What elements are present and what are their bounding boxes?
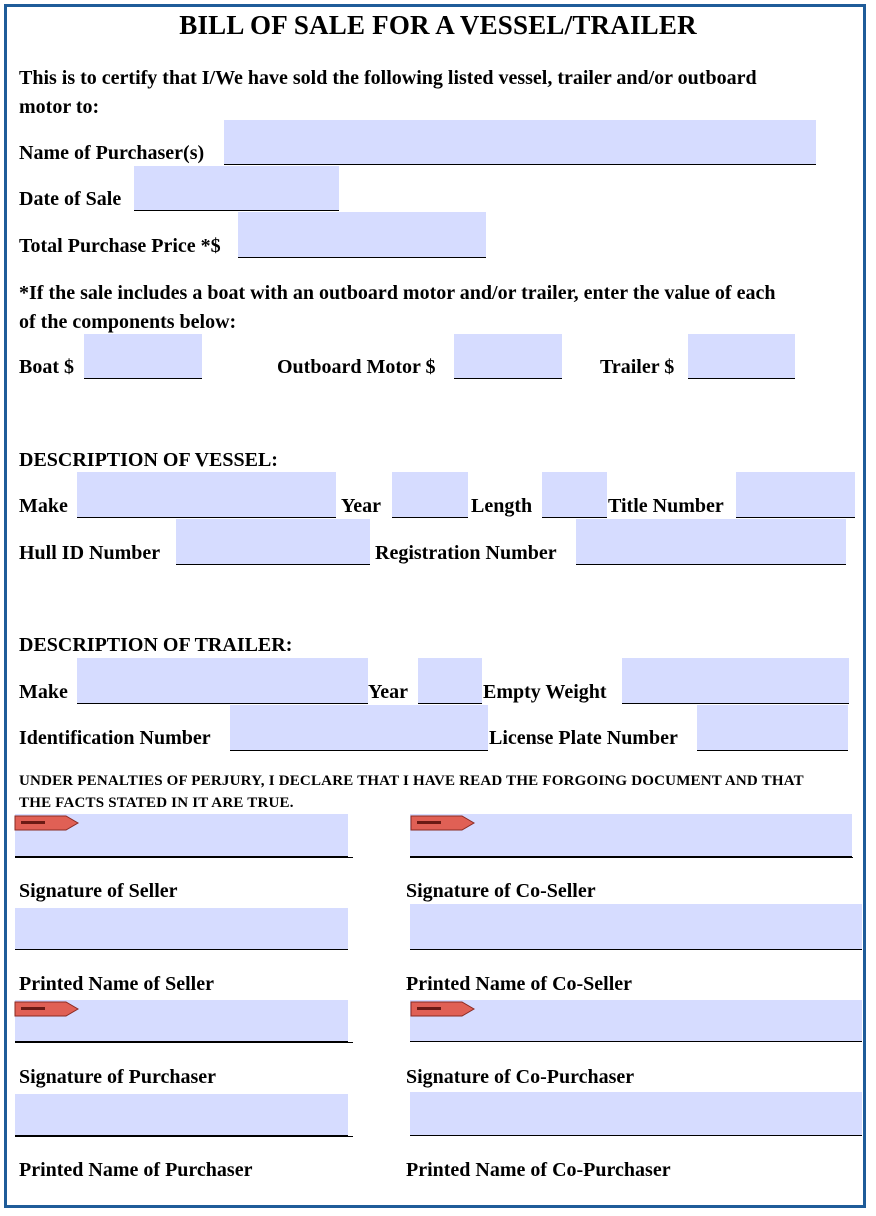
- co-purchaser-printed-name-field[interactable]: [410, 1092, 862, 1136]
- boat-value-field[interactable]: [84, 334, 202, 379]
- purchaser-signature-label: Signature of Purchaser: [19, 1066, 217, 1088]
- seller-signature-label: Signature of Seller: [19, 880, 178, 902]
- sign-here-icon[interactable]: [14, 815, 80, 831]
- vessel-length-field[interactable]: [542, 472, 607, 518]
- purchaser-printed-name-line: [15, 1136, 353, 1137]
- purchaser-name-field[interactable]: [224, 120, 816, 165]
- sign-here-icon[interactable]: [14, 1001, 80, 1017]
- trailer-year-field[interactable]: [418, 658, 482, 704]
- registration-number-label: Registration Number: [375, 542, 557, 564]
- component-note-line2: of the components below:: [19, 311, 237, 333]
- seller-signature-line: [15, 857, 353, 858]
- trailer-value-label: Trailer $: [600, 356, 675, 378]
- trailer-value-field[interactable]: [688, 334, 795, 379]
- perjury-statement-line2: THE FACTS STATED IN IT ARE TRUE.: [19, 795, 294, 811]
- purchaser-printed-name-label: Printed Name of Purchaser: [19, 1159, 253, 1181]
- seller-printed-name-field[interactable]: [15, 908, 348, 950]
- co-seller-printed-name-field[interactable]: [410, 904, 862, 950]
- outboard-motor-value-label: Outboard Motor $: [277, 356, 436, 378]
- co-seller-signature-label: Signature of Co-Seller: [406, 880, 596, 902]
- trailer-make-label: Make: [19, 681, 68, 703]
- trailer-year-label: Year: [368, 681, 408, 703]
- seller-printed-name-label: Printed Name of Seller: [19, 973, 214, 995]
- total-price-field[interactable]: [238, 212, 486, 258]
- date-of-sale-label: Date of Sale: [19, 188, 122, 210]
- trailer-section-heading: DESCRIPTION OF TRAILER:: [19, 634, 293, 656]
- outboard-motor-value-field[interactable]: [454, 334, 562, 379]
- total-price-label: Total Purchase Price *$: [19, 235, 221, 257]
- sign-here-icon[interactable]: [410, 815, 476, 831]
- vessel-make-label: Make: [19, 495, 68, 517]
- date-of-sale-field[interactable]: [134, 166, 339, 211]
- purchaser-signature-line: [15, 1042, 353, 1043]
- trailer-make-field[interactable]: [77, 658, 368, 704]
- sign-here-icon[interactable]: [410, 1001, 476, 1017]
- vessel-section-heading: DESCRIPTION OF VESSEL:: [19, 449, 278, 471]
- intro-text-line1: This is to certify that I/We have sold the following listed vessel, trailer and/or outboard: [19, 67, 757, 89]
- purchaser-name-label: Name of Purchaser(s): [19, 142, 205, 164]
- hull-id-label: Hull ID Number: [19, 542, 161, 564]
- intro-text-line2: motor to:: [19, 96, 100, 118]
- vessel-make-field[interactable]: [77, 472, 336, 518]
- empty-weight-label: Empty Weight: [483, 681, 607, 703]
- vessel-year-field[interactable]: [392, 472, 468, 518]
- registration-number-field[interactable]: [576, 519, 846, 565]
- co-purchaser-signature-field[interactable]: [410, 1000, 862, 1042]
- vessel-length-label: Length: [471, 495, 533, 517]
- license-plate-field[interactable]: [697, 705, 848, 751]
- co-purchaser-signature-label: Signature of Co-Purchaser: [406, 1066, 635, 1088]
- empty-weight-field[interactable]: [622, 658, 849, 704]
- identification-number-field[interactable]: [230, 705, 488, 751]
- component-note-line1: *If the sale includes a boat with an outboard motor and/or trailer, enter the value of each: [19, 282, 776, 304]
- license-plate-label: License Plate Number: [489, 727, 678, 749]
- co-seller-signature-field[interactable]: [410, 814, 852, 857]
- hull-id-field[interactable]: [176, 519, 370, 565]
- co-seller-signature-line: [410, 857, 853, 858]
- boat-value-label: Boat $: [19, 356, 74, 378]
- vessel-title-number-label: Title Number: [608, 495, 724, 517]
- co-purchaser-printed-name-label: Printed Name of Co-Purchaser: [406, 1159, 671, 1181]
- vessel-year-label: Year: [341, 495, 381, 517]
- perjury-statement-line1: UNDER PENALTIES OF PERJURY, I DECLARE THAT I HAVE READ THE FORGOING DOCUMENT AND THAT: [19, 773, 804, 789]
- identification-number-label: Identification Number: [19, 727, 211, 749]
- purchaser-printed-name-field[interactable]: [15, 1094, 348, 1136]
- co-seller-printed-name-label: Printed Name of Co-Seller: [406, 973, 633, 995]
- vessel-title-number-field[interactable]: [736, 472, 855, 518]
- document-title: BILL OF SALE FOR A VESSEL/TRAILER: [179, 10, 697, 40]
